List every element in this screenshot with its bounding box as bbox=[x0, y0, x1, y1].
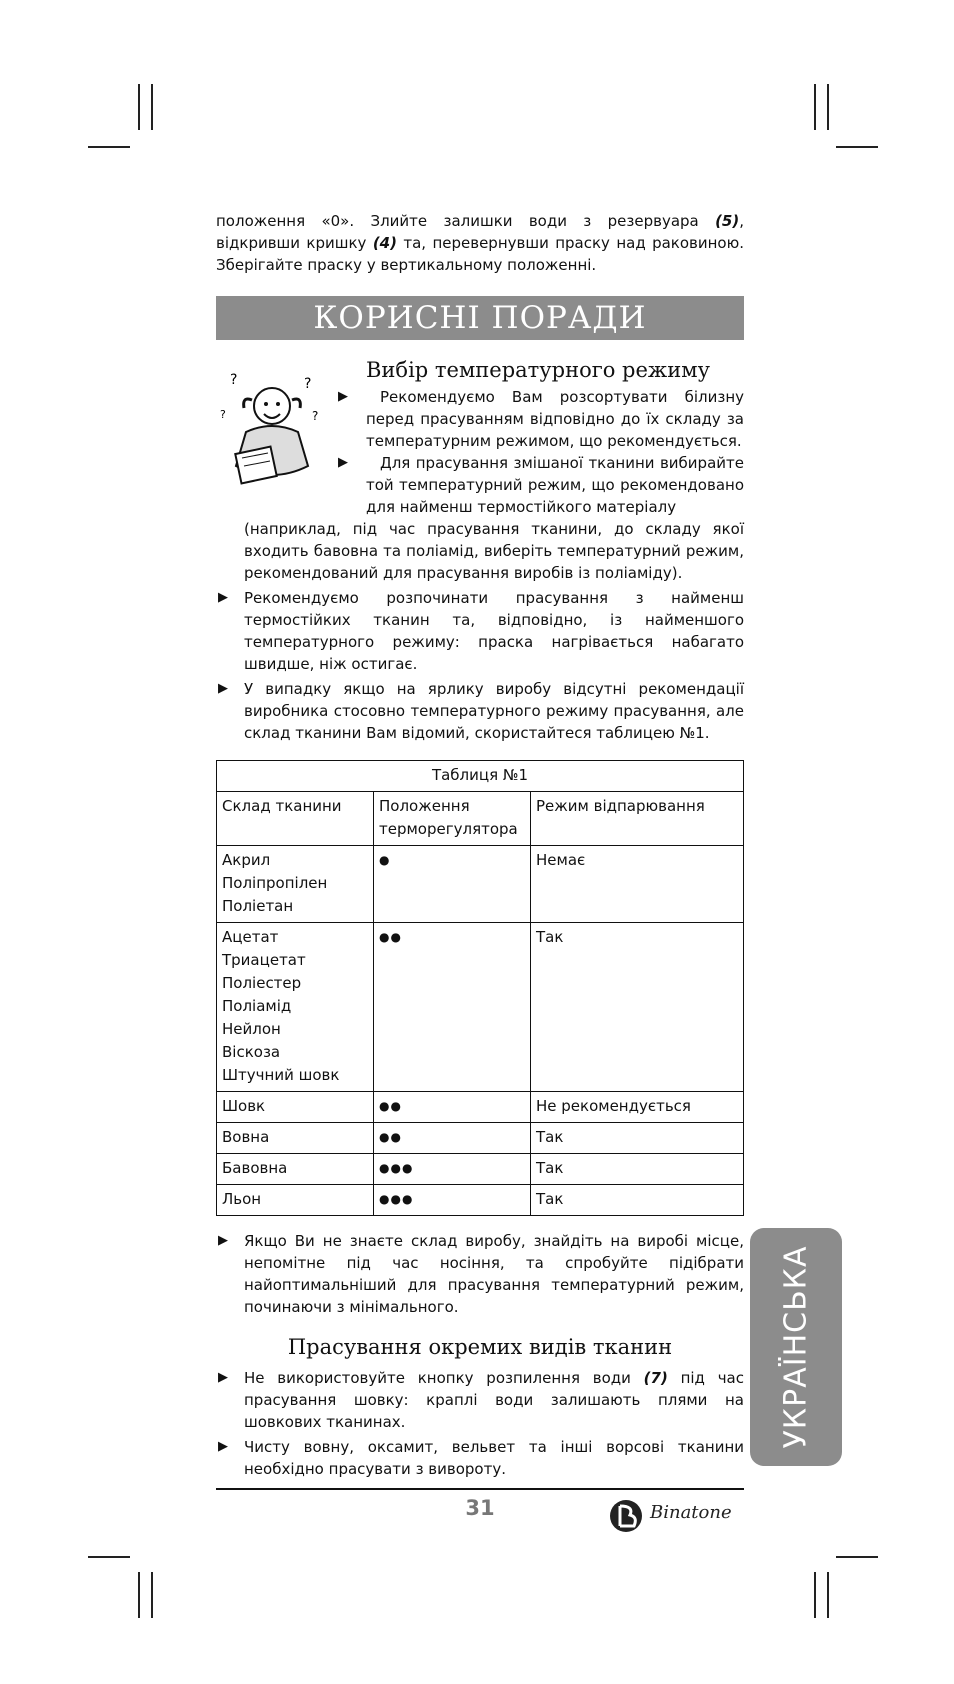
svg-text:?: ? bbox=[312, 409, 319, 423]
table-row bbox=[217, 1123, 744, 1154]
language-tab bbox=[750, 1228, 842, 1466]
language-tab-label: УКРАЇНСЬКА bbox=[778, 1245, 814, 1449]
page-content bbox=[216, 210, 744, 1480]
crop-mark bbox=[88, 1556, 130, 1558]
crop-mark bbox=[151, 1572, 153, 1618]
thermostat-cell: ●●● bbox=[374, 1154, 531, 1185]
part-ref: (4) bbox=[372, 234, 397, 252]
svg-text:?: ? bbox=[220, 408, 226, 421]
tip-text: Для прасування змішаної тканини вибирайте той температурний режим, що рекомендовано для найменш термостійкого матеріалу bbox=[366, 454, 744, 516]
bullet-arrow-icon: ▶ bbox=[338, 455, 348, 470]
column-header: Режим відпарювання bbox=[531, 792, 744, 846]
table-row bbox=[217, 1185, 744, 1216]
list-item bbox=[216, 1230, 744, 1318]
bullet-arrow-icon: ▶ bbox=[218, 590, 228, 605]
fabric-cell: Ацетат Триацетат Поліестер Поліамід Нейлон Віскоза Штучний шовк bbox=[217, 923, 374, 1092]
crop-mark bbox=[151, 84, 153, 130]
column-header: Склад тканини bbox=[217, 792, 374, 846]
table-row bbox=[217, 1154, 744, 1185]
bullet-arrow-icon: ▶ bbox=[218, 1233, 228, 1248]
tip-text: Рекомендуємо Вам розсортувати білизну перед прасуванням відповідно до їх складу за температурним режимом, що рекомендується. bbox=[366, 388, 744, 450]
crop-mark bbox=[138, 1572, 140, 1618]
tips-list bbox=[216, 587, 744, 744]
fabric-cell: Акрил Поліпропілен Поліетан bbox=[217, 846, 374, 923]
bullet-arrow-icon: ▶ bbox=[338, 389, 348, 404]
list-item bbox=[338, 386, 744, 452]
bullet-arrow-icon: ▶ bbox=[218, 1439, 228, 1454]
svg-text:?: ? bbox=[304, 376, 312, 392]
part-ref: (7) bbox=[643, 1369, 668, 1387]
fabric-temperature-table bbox=[216, 760, 744, 1216]
tips-list bbox=[216, 1230, 744, 1318]
tips-list bbox=[216, 1367, 744, 1480]
thermostat-cell: ●● bbox=[374, 1123, 531, 1154]
intro-text: та, перевернувши праску над раковиною. Зберігайте праску у вертикальному положенні. bbox=[216, 234, 744, 274]
tip-text: Якщо Ви не знаєте склад виробу, знайдіть на виробі місце, непомітне під час носіння, та спробуйте підібрати найоптимальніший для прасування температурний режим, починаючи з мінімального. bbox=[244, 1232, 744, 1316]
crop-mark bbox=[88, 146, 130, 148]
thermostat-cell: ●● bbox=[374, 1092, 531, 1123]
bullet-arrow-icon: ▶ bbox=[218, 681, 228, 696]
crop-mark bbox=[814, 1572, 816, 1618]
steam-cell: Немає bbox=[531, 846, 744, 923]
list-item bbox=[338, 452, 744, 518]
table-caption-row bbox=[217, 761, 744, 792]
fabric-cell: Вовна bbox=[217, 1123, 374, 1154]
table-row bbox=[217, 846, 744, 923]
table-row bbox=[217, 1092, 744, 1123]
section-banner: КОРИСНІ ПОРАДИ bbox=[216, 296, 744, 340]
tip-text: під час прасування шовку: краплі води залишають плями на шовкових тканинах. bbox=[244, 1369, 744, 1431]
intro-text: , відкривши кришку bbox=[216, 212, 744, 252]
crop-mark bbox=[836, 1556, 878, 1558]
crop-mark bbox=[827, 84, 829, 130]
tip-continuation: (наприклад, під час прасування тканини, до складу якої входить бавовна та поліамід, виберіть температурний режим, рекомендований для прасування виробів із поліаміду). bbox=[244, 520, 744, 582]
thermostat-cell: ●● bbox=[374, 923, 531, 1092]
table-row bbox=[217, 923, 744, 1092]
intro-text: положення «0». Злийте залишки води з резервуара bbox=[216, 212, 716, 230]
intro-paragraph bbox=[216, 210, 744, 276]
thermostat-cell: ● bbox=[374, 846, 531, 923]
tip-text: Рекомендуємо розпочинати прасування з найменш термостійких тканин та, відповідно, із найменшого температурного режиму: праска нагрівається набагато швидше, ніж остигає. bbox=[244, 589, 744, 673]
tip-text: Чисту вовну, оксамит, вельвет та інші ворсові тканини необхідно прасувати з вивороту. bbox=[244, 1438, 744, 1478]
section-heading: Прасування окремих видів тканин bbox=[287, 1335, 673, 1359]
list-item bbox=[216, 678, 744, 744]
steam-cell: Не рекомендується bbox=[531, 1092, 744, 1123]
section-heading: Вибір температурного режиму bbox=[366, 358, 710, 382]
brand-name: Binatone bbox=[650, 1502, 732, 1523]
thermostat-cell: ●●● bbox=[374, 1185, 531, 1216]
steam-cell: Так bbox=[531, 1154, 744, 1185]
list-item bbox=[216, 1367, 744, 1433]
tip-text: У випадку якщо на ярлику виробу відсутні рекомендації виробника стосовно температурного режиму прасування, але склад тканини Вам відомий, скористайтеся таблицею №1. bbox=[244, 680, 744, 742]
part-ref: (5) bbox=[715, 212, 740, 230]
crop-mark bbox=[836, 146, 878, 148]
crop-mark bbox=[827, 1572, 829, 1618]
footer-rule bbox=[216, 1488, 744, 1490]
steam-cell: Так bbox=[531, 923, 744, 1092]
table-header-row bbox=[217, 792, 744, 846]
brand-logo bbox=[608, 1498, 744, 1534]
temperature-section bbox=[216, 354, 744, 744]
tips-list-wrapped bbox=[338, 386, 744, 518]
fabric-cell: Льон bbox=[217, 1185, 374, 1216]
table-caption: Таблиця №1 bbox=[217, 761, 744, 792]
steam-cell: Так bbox=[531, 1123, 744, 1154]
crop-mark bbox=[138, 84, 140, 130]
fabric-cell: Бавовна bbox=[217, 1154, 374, 1185]
list-item bbox=[216, 1436, 744, 1480]
confused-man-illustration bbox=[216, 366, 328, 506]
svg-text:?: ? bbox=[230, 372, 238, 388]
column-header: Положення терморегулятора bbox=[374, 792, 531, 846]
steam-cell: Так bbox=[531, 1185, 744, 1216]
fabric-cell: Шовк bbox=[217, 1092, 374, 1123]
list-item bbox=[216, 587, 744, 675]
tip-text: Не використовуйте кнопку розпилення води bbox=[244, 1369, 644, 1387]
crop-mark bbox=[814, 84, 816, 130]
brand-logo-icon bbox=[608, 1498, 648, 1534]
bullet-arrow-icon: ▶ bbox=[218, 1370, 228, 1385]
page-number: 31 bbox=[465, 1496, 495, 1520]
